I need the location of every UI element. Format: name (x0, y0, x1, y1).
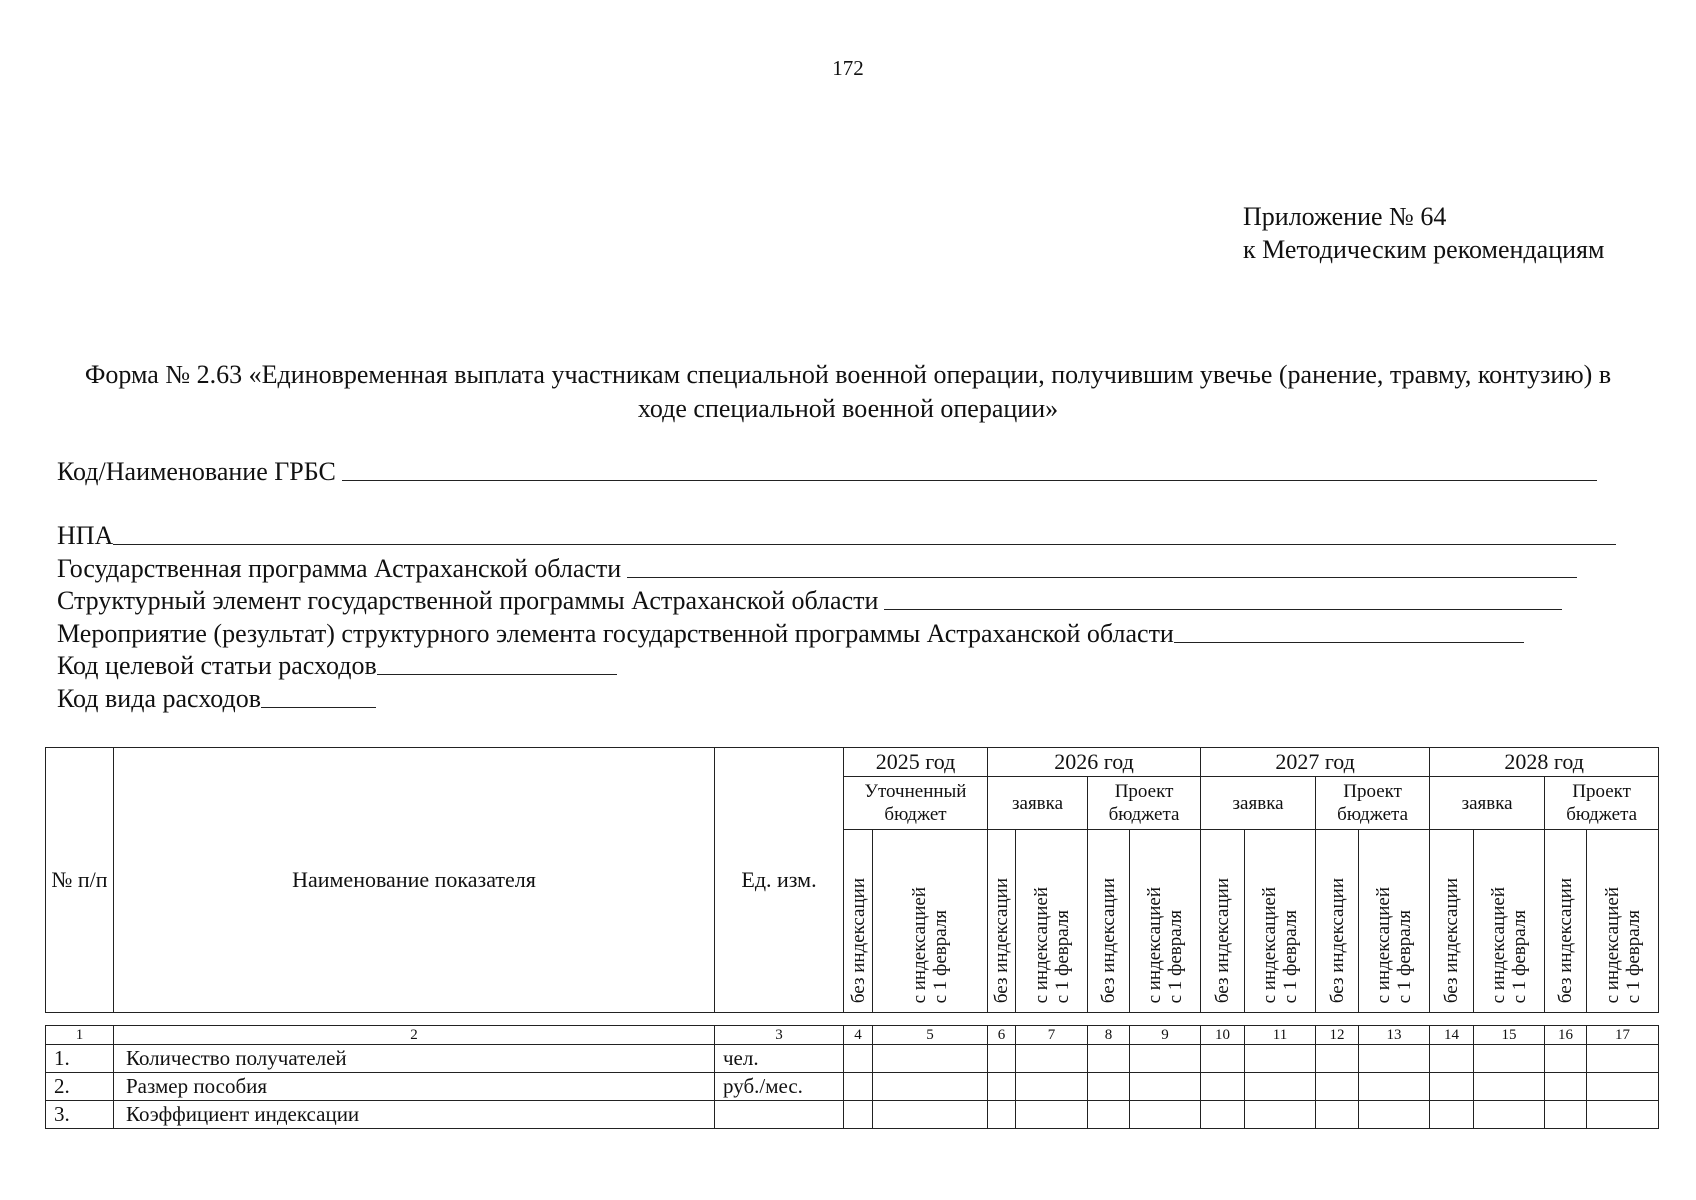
without-index-label: без индексации (1212, 877, 1234, 1003)
value-cell[interactable] (1016, 1073, 1088, 1101)
value-cell[interactable] (1587, 1045, 1659, 1073)
value-cell[interactable] (1088, 1045, 1130, 1073)
with-index-line-1: с индексацией (1601, 886, 1623, 1003)
value-cell[interactable] (988, 1045, 1016, 1073)
indicator-name-cell: Количество получателей (114, 1045, 715, 1073)
col-header-with-index (873, 830, 988, 1013)
col-header-without-index (1201, 830, 1245, 1013)
with-index-line-2: с 1 февраля (1165, 909, 1187, 1003)
subheader-2025-budget: Уточненный бюджет (844, 777, 988, 830)
table-row (46, 1101, 1659, 1129)
npa-input-line[interactable] (113, 520, 1616, 545)
column-number-cell: 17 (1587, 1026, 1659, 1045)
event-input-line[interactable] (1174, 618, 1524, 643)
expense-code-field (57, 683, 376, 715)
with-index-label (1031, 881, 1073, 1007)
value-cell[interactable] (1474, 1045, 1545, 1073)
col-header-without-index (988, 830, 1016, 1013)
col-header-with-index (1359, 830, 1430, 1013)
value-cell[interactable] (1359, 1101, 1430, 1129)
without-index-label: без индексации (991, 877, 1013, 1003)
structural-field (57, 585, 1562, 617)
value-cell[interactable] (1430, 1045, 1474, 1073)
value-cell[interactable] (1316, 1073, 1359, 1101)
subheader-2028-request: заявка (1430, 777, 1545, 830)
indicator-name-cell: Коэффициент индексации (114, 1101, 715, 1129)
column-number-cell: 4 (844, 1026, 873, 1045)
value-cell[interactable] (1201, 1073, 1245, 1101)
event-label: Мероприятие (результат) структурного элемента государственной программы Астраханской области (57, 619, 1174, 648)
value-cell[interactable] (1088, 1073, 1130, 1101)
target-code-input-line[interactable] (377, 650, 617, 675)
target-code-field (57, 650, 617, 682)
value-cell[interactable] (844, 1045, 873, 1073)
subheader-2027-request: заявка (1201, 777, 1316, 830)
structural-input-line[interactable] (884, 585, 1562, 610)
column-number-cell: 7 (1016, 1026, 1088, 1045)
value-cell[interactable] (988, 1073, 1016, 1101)
column-number-cell: 2 (114, 1026, 715, 1045)
column-number-cell: 11 (1245, 1026, 1316, 1045)
with-index-line-2: с 1 февраля (1051, 909, 1073, 1003)
structural-label: Структурный элемент государственной программы Астраханской области (57, 586, 879, 615)
value-cell[interactable] (1130, 1073, 1201, 1101)
value-cell[interactable] (1359, 1045, 1430, 1073)
column-number-cell: 10 (1201, 1026, 1245, 1045)
col-header-with-index (1130, 830, 1201, 1013)
appendix-caption (1243, 200, 1604, 266)
without-index-label: без индексации (1098, 877, 1120, 1003)
with-index-label (1488, 881, 1530, 1007)
program-label: Государственная программа Астраханской области (57, 554, 622, 583)
col-header-name: Наименование показателя (114, 748, 715, 1013)
column-number-cell: 8 (1088, 1026, 1130, 1045)
target-code-label: Код целевой статьи расходов (57, 651, 377, 680)
unit-cell: чел. (715, 1045, 844, 1073)
indicator-name-cell: Размер пособия (114, 1073, 715, 1101)
with-index-label (1602, 881, 1644, 1007)
subheader-2026-request: заявка (988, 777, 1088, 830)
col-header-with-index (1587, 830, 1659, 1013)
column-number-cell: 12 (1316, 1026, 1359, 1045)
value-cell[interactable] (1545, 1101, 1587, 1129)
without-index-label: без индексации (1441, 877, 1463, 1003)
value-cell[interactable] (1587, 1101, 1659, 1129)
page-number: 172 (832, 56, 864, 80)
year-header-2026: 2026 год (988, 748, 1201, 777)
value-cell[interactable] (1430, 1073, 1474, 1101)
grbs-input-line[interactable] (342, 456, 1597, 481)
indicator-table-body (45, 1025, 1659, 1129)
program-input-line[interactable] (627, 553, 1577, 578)
col-header-with-index (1245, 830, 1316, 1013)
col-header-with-index (1474, 830, 1545, 1013)
col-header-with-index (1016, 830, 1088, 1013)
year-header-2025: 2025 год (844, 748, 988, 777)
indicator-table-header (45, 747, 1659, 1013)
year-header-2028: 2028 год (1430, 748, 1659, 777)
grbs-field (57, 456, 1597, 488)
expense-code-label: Код вида расходов (57, 684, 261, 713)
table-row (46, 1045, 1659, 1073)
value-cell[interactable] (873, 1045, 988, 1073)
with-index-line-1: с индексацией (1488, 886, 1510, 1003)
column-number-cell: 13 (1359, 1026, 1430, 1045)
form-title: Форма № 2.63 «Единовременная выплата участникам специальной военной операции, получившим увечье (ранение, травму, контузию) в ходе специальной военной операции» (84, 360, 1612, 423)
without-index-label: без индексации (847, 877, 869, 1003)
value-cell[interactable] (988, 1101, 1016, 1129)
unit-cell (715, 1101, 844, 1129)
value-cell[interactable] (1245, 1045, 1316, 1073)
with-index-line-1: с индексацией (1030, 886, 1052, 1003)
table-row (46, 1073, 1659, 1101)
without-index-label: без индексации (1555, 877, 1577, 1003)
npa-label: НПА (57, 521, 114, 550)
value-cell[interactable] (1201, 1101, 1245, 1129)
value-cell[interactable] (873, 1101, 988, 1129)
column-number-row (46, 1026, 1659, 1045)
value-cell[interactable] (1545, 1073, 1587, 1101)
with-index-line-1: с индексацией (1144, 886, 1166, 1003)
value-cell[interactable] (1587, 1073, 1659, 1101)
row-number-cell: 3. (46, 1101, 114, 1129)
with-index-label (1144, 881, 1186, 1007)
expense-code-input-line[interactable] (261, 683, 376, 708)
with-index-line-1: с индексацией (1373, 886, 1395, 1003)
with-index-line-1: с индексацией (909, 886, 930, 1003)
column-number-cell: 9 (1130, 1026, 1201, 1045)
without-index-label: без индексации (1326, 877, 1348, 1003)
value-cell[interactable] (1359, 1073, 1430, 1101)
col-header-without-index (1316, 830, 1359, 1013)
with-index-label (1259, 881, 1301, 1007)
value-cell[interactable] (844, 1101, 873, 1129)
col-header-without-index (1430, 830, 1474, 1013)
with-index-line-2: с 1 февраля (1394, 909, 1416, 1003)
with-index-line-2: с 1 февраля (1280, 909, 1302, 1003)
value-cell[interactable] (844, 1073, 873, 1101)
col-header-without-index (1088, 830, 1130, 1013)
col-header-unit: Ед. изм. (715, 748, 844, 1013)
grbs-label: Код/Наименование ГРБС (57, 457, 336, 486)
subheader-2026-project: Проект бюджета (1088, 777, 1201, 830)
value-cell[interactable] (1130, 1045, 1201, 1073)
with-index-label (1373, 881, 1415, 1007)
with-index-line-1: с индексацией (1259, 886, 1281, 1003)
column-number-cell: 14 (1430, 1026, 1474, 1045)
row-number-cell: 1. (46, 1045, 114, 1073)
unit-cell: руб./мес. (715, 1073, 844, 1101)
appendix-line-1: Приложение № 64 (1243, 202, 1447, 231)
column-number-cell: 15 (1474, 1026, 1545, 1045)
with-index-line-2: с 1 февраля (930, 909, 951, 1003)
value-cell[interactable] (1130, 1101, 1201, 1129)
value-cell[interactable] (1201, 1045, 1245, 1073)
value-cell[interactable] (1316, 1101, 1359, 1129)
subheader-2028-project: Проект бюджета (1545, 777, 1659, 830)
col-header-without-index (844, 830, 873, 1013)
event-field (57, 618, 1524, 650)
value-cell[interactable] (1545, 1045, 1587, 1073)
column-number-cell: 3 (715, 1026, 844, 1045)
value-cell[interactable] (1245, 1101, 1316, 1129)
subheader-2027-project: Проект бюджета (1316, 777, 1430, 830)
value-cell[interactable] (1474, 1073, 1545, 1101)
column-number-cell: 16 (1545, 1026, 1587, 1045)
year-header-2027: 2027 год (1201, 748, 1430, 777)
appendix-line-2: к Методическим рекомендациям (1243, 235, 1605, 264)
column-number-cell: 6 (988, 1026, 1016, 1045)
program-field (57, 553, 1577, 585)
with-index-line-2: с 1 февраля (1509, 909, 1531, 1003)
value-cell[interactable] (1245, 1073, 1316, 1101)
value-cell[interactable] (1474, 1101, 1545, 1129)
value-cell[interactable] (1016, 1045, 1088, 1073)
value-cell[interactable] (1016, 1101, 1088, 1129)
value-cell[interactable] (1430, 1101, 1474, 1129)
column-number-cell: 1 (46, 1026, 114, 1045)
row-number-cell: 2. (46, 1073, 114, 1101)
value-cell[interactable] (1316, 1045, 1359, 1073)
with-index-line-2: с 1 февраля (1622, 909, 1644, 1003)
value-cell[interactable] (873, 1073, 988, 1101)
value-cell[interactable] (1088, 1101, 1130, 1129)
with-index-label (909, 881, 951, 1007)
column-number-cell: 5 (873, 1026, 988, 1045)
col-header-num: № п/п (46, 748, 114, 1013)
npa-field (57, 520, 1616, 552)
col-header-without-index (1545, 830, 1587, 1013)
